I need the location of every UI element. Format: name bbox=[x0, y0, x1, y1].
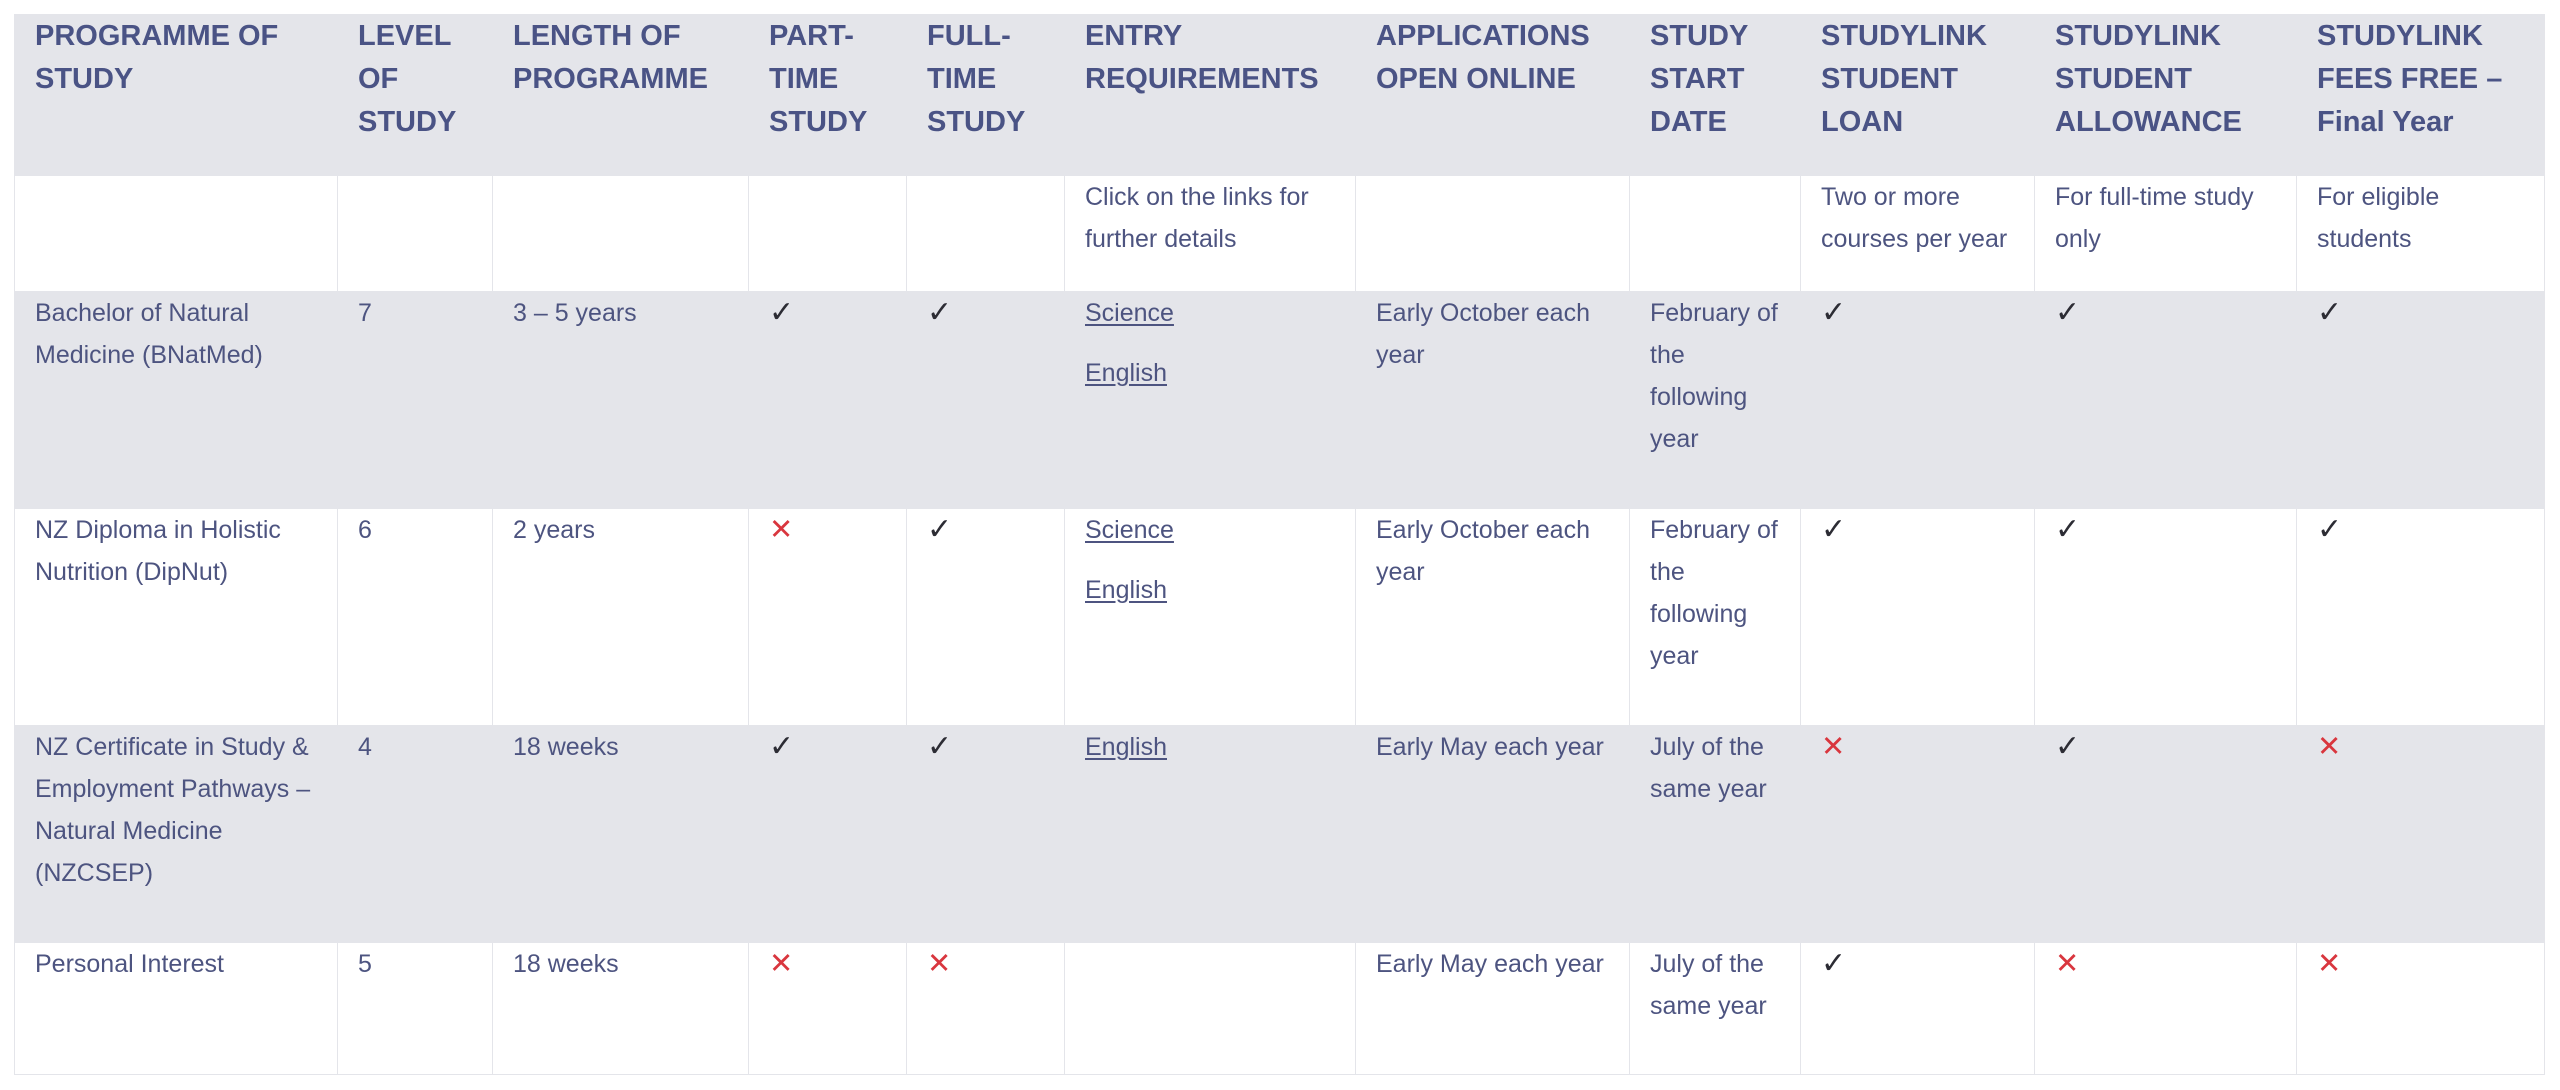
study-start-date: July of the same year bbox=[1630, 726, 1801, 943]
header-applications-open: APPLICATIONS OPEN ONLINE bbox=[1356, 15, 1630, 176]
programme-length: 18 weeks bbox=[493, 943, 749, 1075]
table-row bbox=[15, 726, 2545, 943]
header-part-time: PART-TIME STUDY bbox=[749, 15, 907, 176]
note-empty bbox=[15, 176, 338, 292]
note-entry-requirements: Click on the links for further details bbox=[1065, 176, 1356, 292]
programmes-table bbox=[14, 14, 2545, 1075]
note-empty bbox=[493, 176, 749, 292]
cross-icon: ✕ bbox=[1821, 731, 1846, 763]
student-allowance-status bbox=[2035, 292, 2297, 509]
entry-link-english[interactable]: English bbox=[1085, 576, 1167, 604]
header-full-time: FULL-TIME STUDY bbox=[907, 15, 1065, 176]
applications-open: Early October each year bbox=[1356, 292, 1630, 509]
header-fees-free: STUDYLINK FEES FREE – Final Year bbox=[2297, 15, 2545, 176]
level-of-study: 6 bbox=[338, 509, 493, 726]
cross-icon: ✕ bbox=[927, 948, 952, 980]
note-empty bbox=[1630, 176, 1801, 292]
part-time-status bbox=[749, 726, 907, 943]
checkmark-icon: ✓ bbox=[927, 296, 953, 329]
entry-link-english[interactable]: English bbox=[1085, 733, 1167, 761]
checkmark-icon: ✓ bbox=[927, 730, 953, 763]
note-empty bbox=[338, 176, 493, 292]
header-length: LENGTH OF PROGRAMME bbox=[493, 15, 749, 176]
study-start-date: July of the same year bbox=[1630, 943, 1801, 1075]
fees-free-status bbox=[2297, 292, 2545, 509]
part-time-status bbox=[749, 292, 907, 509]
programme-name: NZ Certificate in Study & Employment Pathways – Natural Medicine (NZCSEP) bbox=[15, 726, 338, 943]
checkmark-icon: ✓ bbox=[927, 513, 953, 546]
applications-open: Early May each year bbox=[1356, 943, 1630, 1075]
note-empty bbox=[1356, 176, 1630, 292]
header-level: LEVEL OF STUDY bbox=[338, 15, 493, 176]
checkmark-icon: ✓ bbox=[1821, 296, 1847, 329]
cross-icon: ✕ bbox=[769, 948, 794, 980]
checkmark-icon: ✓ bbox=[2317, 296, 2343, 329]
student-loan-status bbox=[1801, 292, 2035, 509]
programme-name: Personal Interest bbox=[15, 943, 338, 1075]
checkmark-icon: ✓ bbox=[769, 296, 795, 329]
programme-length: 3 – 5 years bbox=[493, 292, 749, 509]
header-entry-requirements: ENTRY REQUIREMENTS bbox=[1065, 15, 1356, 176]
student-allowance-status bbox=[2035, 509, 2297, 726]
programme-length: 2 years bbox=[493, 509, 749, 726]
cross-icon: ✕ bbox=[2317, 948, 2342, 980]
student-loan-status bbox=[1801, 943, 2035, 1075]
part-time-status bbox=[749, 509, 907, 726]
checkmark-icon: ✓ bbox=[1821, 513, 1847, 546]
student-loan-status bbox=[1801, 509, 2035, 726]
programme-name: NZ Diploma in Holistic Nutrition (DipNut) bbox=[15, 509, 338, 726]
full-time-status bbox=[907, 726, 1065, 943]
header-student-allowance: STUDYLINK STUDENT ALLOWANCE bbox=[2035, 15, 2297, 176]
fees-free-status bbox=[2297, 509, 2545, 726]
note-fees-free: For eligible students bbox=[2297, 176, 2545, 292]
note-student-allowance: For full-time study only bbox=[2035, 176, 2297, 292]
full-time-status bbox=[907, 943, 1065, 1075]
header-student-loan: STUDYLINK STUDENT LOAN bbox=[1801, 15, 2035, 176]
part-time-status bbox=[749, 943, 907, 1075]
full-time-status bbox=[907, 292, 1065, 509]
level-of-study: 5 bbox=[338, 943, 493, 1075]
header-start-date: STUDY START DATE bbox=[1630, 15, 1801, 176]
applications-open: Early October each year bbox=[1356, 509, 1630, 726]
programme-length: 18 weeks bbox=[493, 726, 749, 943]
student-loan-status bbox=[1801, 726, 2035, 943]
entry-requirements bbox=[1065, 509, 1356, 726]
note-empty bbox=[749, 176, 907, 292]
full-time-status bbox=[907, 509, 1065, 726]
checkmark-icon: ✓ bbox=[2055, 513, 2081, 546]
applications-open: Early May each year bbox=[1356, 726, 1630, 943]
checkmark-icon: ✓ bbox=[2317, 513, 2343, 546]
checkmark-icon: ✓ bbox=[2055, 730, 2081, 763]
entry-link-science[interactable]: Science bbox=[1085, 516, 1174, 544]
entry-requirements bbox=[1065, 726, 1356, 943]
student-allowance-status bbox=[2035, 943, 2297, 1075]
programme-name: Bachelor of Natural Medicine (BNatMed) bbox=[15, 292, 338, 509]
checkmark-icon: ✓ bbox=[769, 730, 795, 763]
header-programme: PROGRAMME OF STUDY bbox=[15, 15, 338, 176]
note-empty bbox=[907, 176, 1065, 292]
fees-free-status bbox=[2297, 943, 2545, 1075]
entry-link-science[interactable]: Science bbox=[1085, 299, 1174, 327]
entry-link-english[interactable]: English bbox=[1085, 359, 1167, 387]
student-allowance-status bbox=[2035, 726, 2297, 943]
checkmark-icon: ✓ bbox=[1821, 947, 1847, 980]
fees-free-status bbox=[2297, 726, 2545, 943]
cross-icon: ✕ bbox=[2055, 948, 2080, 980]
table-row bbox=[15, 509, 2545, 726]
entry-requirements bbox=[1065, 943, 1356, 1075]
cross-icon: ✕ bbox=[769, 514, 794, 546]
header-row bbox=[15, 15, 2545, 176]
entry-requirements bbox=[1065, 292, 1356, 509]
table-row bbox=[15, 943, 2545, 1075]
checkmark-icon: ✓ bbox=[2055, 296, 2081, 329]
study-start-date: February of the following year bbox=[1630, 292, 1801, 509]
table-row bbox=[15, 292, 2545, 509]
level-of-study: 4 bbox=[338, 726, 493, 943]
cross-icon: ✕ bbox=[2317, 731, 2342, 763]
notes-row bbox=[15, 176, 2545, 292]
note-student-loan: Two or more courses per year bbox=[1801, 176, 2035, 292]
study-start-date: February of the following year bbox=[1630, 509, 1801, 726]
level-of-study: 7 bbox=[338, 292, 493, 509]
